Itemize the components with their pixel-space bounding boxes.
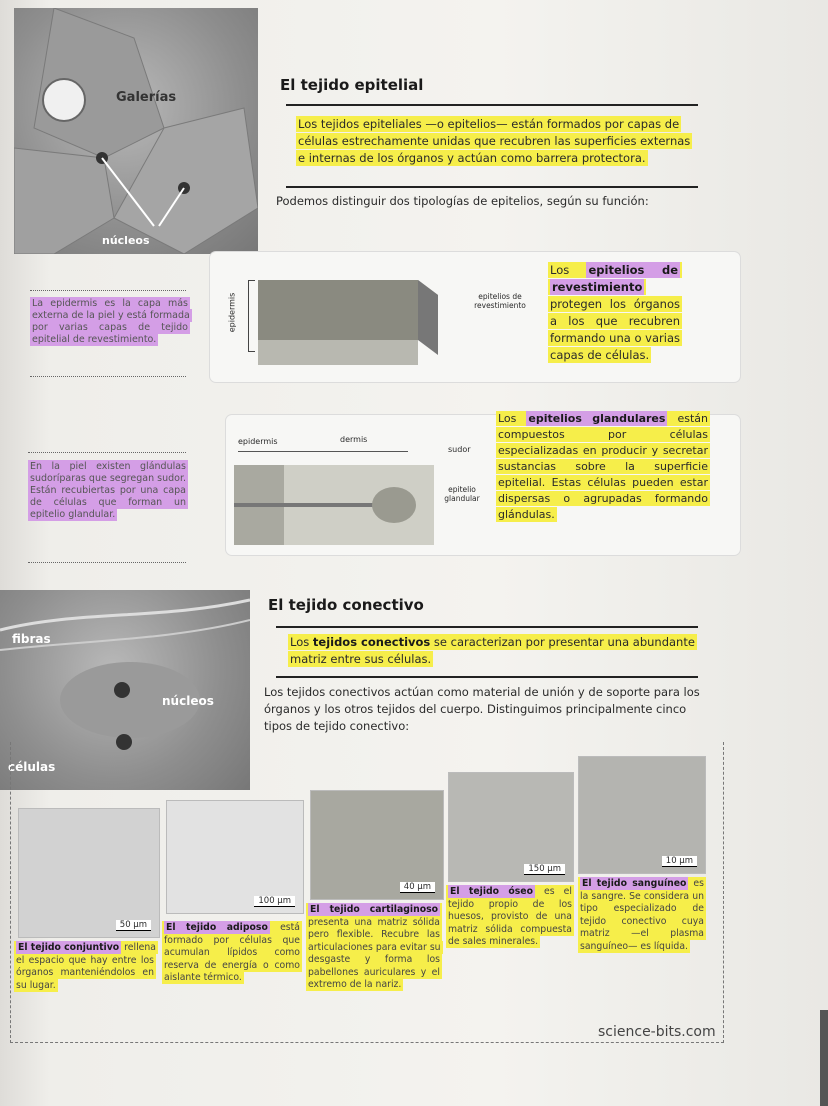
con-def-pre: Los [290,635,313,649]
glandular-text [496,411,710,523]
revestimiento-text [548,262,682,364]
note1-text: La epidermis es la capa más externa de la piel y está formada por varias capas de tejido epitelial de revestimiento. [32,298,190,345]
caption-oseo-text [446,885,574,948]
gla-bold: epitelios glandulares [528,412,666,425]
nucleos-label: núcleos [102,234,150,247]
conectivo-title: El tejido conectivo [268,596,424,614]
sweat-gland-illustration [234,465,434,545]
oseo-desc: es el tejido propio de los huesos, provisto de una matriz sólida compuesta de sales minerales. [448,886,572,947]
caption-cartilaginoso [306,904,442,992]
conjuntivo-desc: rellena el espacio que hay entre los órganos manteniéndolos en su lugar. [16,942,156,991]
cartilaginoso-desc: presenta una matriz sólida pero flexible. Recubre las articulaciones para evitar su desgaste y forma los pabellones auriculares y el extremo de la nariz. [308,916,441,990]
conectivo-rule-bottom [276,676,698,678]
caption-sanguineo-text [578,877,706,953]
micro-adiposo [166,800,304,914]
scale-adiposo: 100 µm [254,896,295,907]
adiposo-desc: está formado por células que acumulan lípidos como reserva de energía o como aislante térmico. [164,922,300,983]
caption-adiposo [162,922,302,985]
caption-cartilaginoso-text [306,903,443,991]
footer-site: science-bits.com [598,1024,716,1040]
fig2-sudor-label: sudor [448,445,471,454]
note2-top-rule [28,452,186,453]
revestimiento-paragraph [548,262,682,363]
micro-oseo [448,772,574,882]
glandular-card [226,412,740,555]
note2-bottom-rule [28,562,186,563]
revestimiento-card [210,252,740,382]
epitelial-rule-top [286,104,698,106]
epidermis-bracket [248,280,255,352]
note2-text: En la piel existen glándulas sudoríparas que segregan sudor. Están recubiertas por una capa de células que forman un epitelio glandular. [30,461,186,520]
cells-illustration [14,8,258,254]
gallery-icon[interactable] [42,78,86,122]
page-edge-tab [820,1010,828,1106]
scale-sanguineo: 10 µm [662,856,697,867]
con-def-bold: tejidos conectivos [312,635,431,649]
caption-adiposo-text [162,921,302,984]
conjuntivo-name: El tejido conjuntivo [18,942,120,953]
micro-conjuntivo [18,808,160,938]
epitelial-definition [296,116,696,167]
sanguineo-desc: es la sangre. Se considera un tipo especializado de tejido conectivo cuya matriz —el plasma sanguíneo— es líquida. [580,878,704,952]
cartilaginoso-name: El tejido cartilaginoso [310,904,438,915]
scale-conjuntivo: 50 µm [116,920,151,931]
note1-bottom-rule [30,376,186,377]
fig1-epitelios-label: epitelios de revestimiento [474,292,526,310]
sanguineo-name: El tejido sanguíneo [582,878,687,889]
caption-sanguineo [578,878,706,953]
con-def-post: se caracterizan por presentar una abundante matriz entre sus células. [290,635,695,666]
fig2-scale-line [238,451,408,452]
micro-cartilaginoso [310,790,444,900]
note1-top-rule [30,290,186,291]
caption-oseo [446,886,574,949]
conectivo-definition [288,634,698,668]
epitelial-title: El tejido epitelial [280,76,424,94]
celulas-label: células [8,760,56,774]
fibras-label: fibras [12,632,51,646]
scale-cartilaginoso: 40 µm [400,882,435,893]
epitelial-intro: Podemos distinguir dos tipologías de epitelios, según su función: [276,194,649,208]
gla-post: están compuestos por células especializadas en producir y secretar sustancias sobre la superficie epitelial. Estas células pueden estar dispersas o agrupadas formando glándulas. [498,412,708,521]
gallery-label[interactable]: Galerías [116,90,177,105]
rev-post: protegen los órganos a los que recubren formando una o varias capas de células. [550,297,680,362]
oseo-name: El tejido óseo [450,886,533,897]
caption-conjuntivo-text [14,941,158,992]
fig2-dermis-label: dermis [340,435,368,444]
fig2-epitelio-label: epitelio glandular [444,485,480,503]
adiposo-name: El tejido adiposo [166,922,268,933]
nucleos-bottom-label: núcleos [162,694,214,708]
epithelial-cells-photo [14,8,258,254]
fig2-epidermis-label: epidermis [238,437,278,446]
conectivo-def-paragraph [288,634,697,667]
micro-sanguineo [578,756,706,874]
scale-oseo: 150 µm [524,864,565,875]
epitelial-definition-text: Los tejidos epiteliales —o epitelios— están formados por capas de células estrechamente unidas que recubren las superficies externas e internas de los órganos y actúan como barrera protectora. [298,117,691,165]
rev-pre: Los [550,263,587,277]
rev-bold: epitelios de revestimiento [552,263,679,294]
caption-conjuntivo [14,942,156,992]
fig1-epidermis-label: epidermis [227,292,237,333]
conectivo-rule-top [276,626,698,628]
skin-layers-illustration [258,270,438,370]
side-note-epidermis [30,298,190,346]
glandular-paragraph [496,411,710,522]
epitelial-rule-bottom [286,186,698,188]
gla-pre: Los [498,412,527,425]
side-note-glandulas [28,461,188,521]
conectivo-intro: Los tejidos conectivos actúan como material de unión y de soporte para los órganos y los otros tejidos del cuerpo. Distinguimos principalmente cinco tipos de tejido conectivo: [264,685,700,733]
